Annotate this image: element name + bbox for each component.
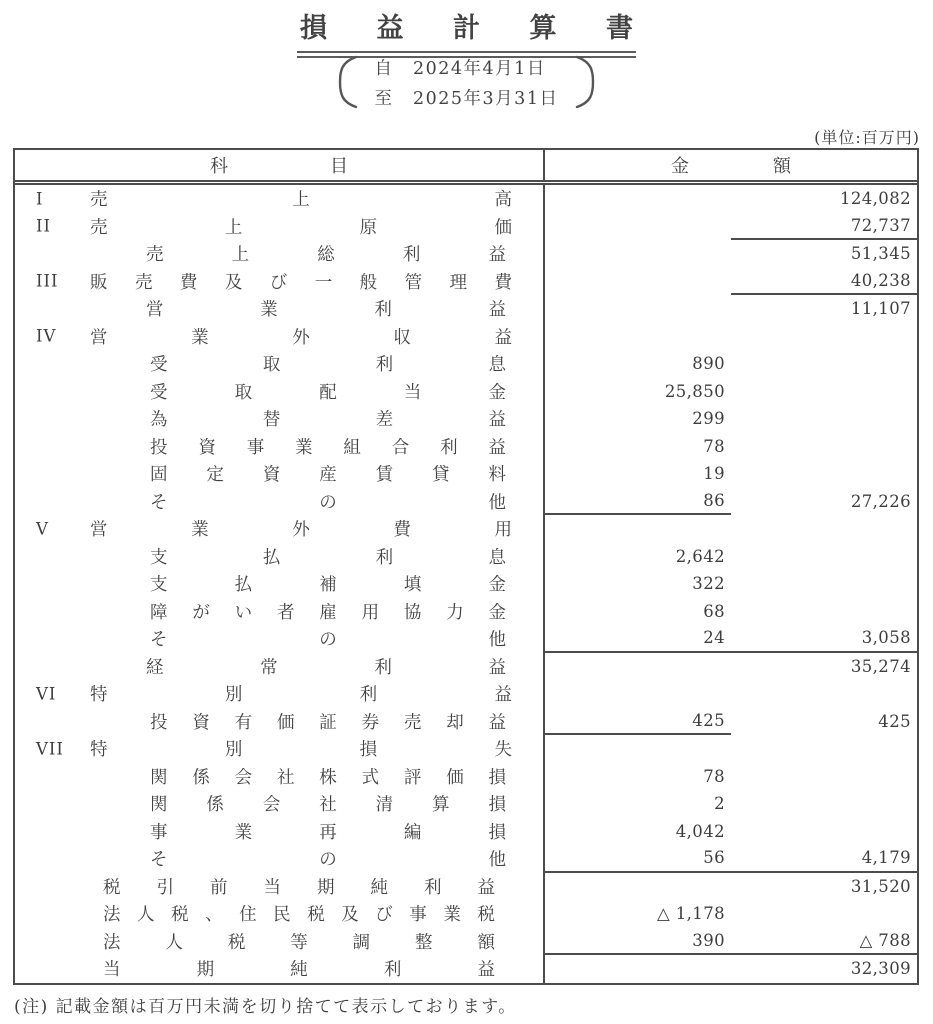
row-detail-amount — [545, 515, 731, 543]
row-detail-amount — [545, 240, 731, 268]
row-amount-cell — [543, 598, 917, 626]
row-label: 売 上 総 利 益 — [146, 245, 506, 266]
row-amount-cell — [543, 790, 917, 818]
row-detail-amount — [545, 268, 731, 296]
row-label: 支 払 補 填 金 — [150, 575, 506, 596]
row-subject-cell — [15, 653, 543, 681]
row-detail-amount: 425 — [545, 708, 731, 736]
table-row — [15, 213, 917, 241]
row-label: 営 業 外 収 益 — [90, 327, 512, 348]
row-label: 売 上 原 価 — [90, 217, 512, 238]
table-row — [15, 708, 917, 736]
row-total-amount — [731, 900, 917, 928]
row-subject-cell — [15, 598, 543, 626]
row-total-amount: 425 — [878, 711, 911, 731]
period-from-label: 自 — [374, 58, 394, 79]
table-header-row — [15, 150, 917, 185]
title-wrap — [0, 6, 933, 58]
row-detail-amount: 78 — [703, 766, 725, 786]
row-total-amount — [731, 543, 917, 571]
row-detail-amount: 56 — [545, 845, 731, 873]
row-total-amount — [731, 433, 917, 461]
row-label: 固 定 資 産 賃 貸 料 — [150, 465, 506, 486]
row-total-amount — [731, 378, 917, 406]
row-subject-cell — [15, 405, 543, 433]
row-total-amount — [731, 598, 917, 626]
table-row — [15, 928, 917, 956]
row-total-amount — [731, 460, 917, 488]
table-row — [15, 185, 917, 213]
row-subject-cell — [15, 708, 543, 736]
row-amount-cell — [543, 378, 917, 406]
page-title: 損 益 計 算 書 — [297, 6, 636, 58]
table-row — [15, 433, 917, 461]
row-total-amount: 51,345 — [850, 244, 911, 264]
row-numeral: III — [36, 271, 59, 291]
row-amount-cell — [543, 295, 917, 323]
table-row — [15, 488, 917, 516]
row-subject-cell — [15, 928, 543, 956]
row-amount-cell — [543, 268, 917, 296]
period-from-date: 2024年4月1日 — [413, 58, 546, 79]
row-subject-cell — [15, 625, 543, 653]
row-detail-amount — [545, 735, 731, 763]
row-amount-cell — [543, 680, 917, 708]
row-label: 特 別 損 失 — [90, 740, 512, 761]
row-numeral: VII — [36, 739, 64, 759]
table-row — [15, 598, 917, 626]
row-amount-cell — [543, 488, 917, 516]
row-amount-cell — [543, 763, 917, 791]
row-total-amount: 124,082 — [839, 189, 911, 209]
table-row — [15, 625, 917, 653]
row-amount-cell — [543, 433, 917, 461]
row-amount-cell — [543, 543, 917, 571]
row-total-amount — [731, 405, 917, 433]
row-subject-cell — [15, 268, 543, 296]
table-row — [15, 378, 917, 406]
row-total-amount: 35,274 — [850, 656, 911, 676]
row-label: 営 業 外 費 用 — [90, 520, 512, 541]
row-label: 関 係 会 社 清 算 損 — [150, 795, 506, 816]
row-subject-cell — [15, 488, 543, 516]
row-subject-cell — [15, 213, 543, 241]
row-subject-cell — [15, 185, 543, 213]
row-total-amount: 11,107 — [850, 299, 911, 319]
row-total-amount — [731, 790, 917, 818]
row-amount-cell — [543, 845, 917, 873]
table-row — [15, 873, 917, 901]
amount-column-header: 金 額 — [543, 150, 917, 180]
row-subject-cell — [15, 350, 543, 378]
row-label: 事 業 再 編 損 — [150, 822, 506, 843]
row-label: そ の 他 — [150, 850, 506, 871]
subject-column-header: 科 目 — [210, 156, 348, 177]
row-detail-amount: 322 — [692, 574, 725, 594]
row-subject-cell — [15, 790, 543, 818]
row-detail-amount — [545, 295, 731, 323]
row-detail-amount: 2 — [714, 794, 725, 814]
row-detail-amount — [545, 955, 731, 983]
row-label: 投 資 事 業 組 合 利 益 — [150, 437, 506, 458]
row-detail-amount — [545, 213, 731, 241]
row-subject-cell — [15, 460, 543, 488]
row-total-amount: 31,520 — [850, 876, 911, 896]
row-subject-cell — [15, 873, 543, 901]
row-detail-amount: 390 — [545, 928, 731, 956]
row-detail-amount: 2,642 — [675, 546, 725, 566]
row-subject-cell — [15, 763, 543, 791]
row-label: そ の 他 — [150, 492, 506, 513]
row-detail-amount: 890 — [692, 354, 725, 374]
row-numeral: V — [36, 519, 49, 539]
row-amount-cell — [543, 240, 917, 268]
row-label: 投 資 有 価 証 券 売 却 益 — [150, 712, 506, 733]
row-total-amount: 27,226 — [850, 491, 911, 511]
row-detail-amount — [545, 680, 731, 708]
row-detail-amount: 4,042 — [675, 821, 725, 841]
row-detail-amount: △ 1,178 — [657, 904, 725, 924]
row-total-amount — [731, 515, 917, 543]
row-detail-amount: 24 — [545, 625, 731, 653]
row-amount-cell — [543, 928, 917, 956]
statement-table — [13, 148, 919, 985]
row-amount-cell — [543, 460, 917, 488]
row-detail-amount — [545, 323, 731, 351]
row-amount-cell — [543, 350, 917, 378]
row-amount-cell — [543, 185, 917, 213]
row-label: 経 常 利 益 — [146, 657, 506, 678]
row-subject-cell — [15, 955, 543, 983]
row-label: 関 係 会 社 株 式 評 価 損 — [150, 767, 506, 788]
row-label: 税 引 前 当 期 純 利 益 — [103, 877, 495, 898]
table-row — [15, 323, 917, 351]
row-label: 為 替 差 益 — [150, 410, 506, 431]
row-subject-cell — [15, 818, 543, 846]
row-detail-amount: 78 — [703, 436, 725, 456]
table-row — [15, 735, 917, 763]
row-amount-cell — [543, 955, 917, 983]
table-body — [15, 185, 917, 983]
row-subject-cell — [15, 543, 543, 571]
table-row — [15, 818, 917, 846]
period-to — [375, 85, 559, 110]
row-subject-cell — [15, 295, 543, 323]
table-row — [15, 763, 917, 791]
row-subject-cell — [15, 735, 543, 763]
row-amount-cell — [543, 213, 917, 241]
right-bracket-decoration — [574, 54, 600, 110]
row-subject-cell — [15, 323, 543, 351]
row-total-amount: △ 788 — [731, 928, 917, 956]
table-row — [15, 350, 917, 378]
table-row — [15, 955, 917, 983]
row-amount-cell — [543, 625, 917, 653]
row-detail-amount — [545, 185, 731, 213]
period-to-date: 2025年3月31日 — [413, 88, 559, 109]
row-detail-amount — [545, 873, 731, 901]
row-total-amount: 40,238 — [731, 268, 917, 296]
row-total-amount: 3,058 — [731, 625, 917, 653]
row-detail-amount: 68 — [703, 601, 725, 621]
table-row — [15, 570, 917, 598]
row-subject-cell — [15, 900, 543, 928]
row-total-amount: 32,309 — [850, 959, 911, 979]
row-amount-cell — [543, 653, 917, 681]
row-subject-cell — [15, 378, 543, 406]
period-to-label: 至 — [374, 88, 394, 109]
table-row — [15, 295, 917, 323]
table-row — [15, 240, 917, 268]
row-label: 特 別 利 益 — [90, 685, 512, 706]
row-detail-amount: 19 — [703, 464, 725, 484]
table-row — [15, 653, 917, 681]
row-total-amount — [731, 323, 917, 351]
row-total-amount — [731, 735, 917, 763]
row-total-amount — [731, 818, 917, 846]
row-subject-cell — [15, 845, 543, 873]
row-total-amount: 4,179 — [731, 845, 917, 873]
row-amount-cell — [543, 570, 917, 598]
row-label: そ の 他 — [150, 630, 506, 651]
table-row — [15, 680, 917, 708]
row-subject-cell — [15, 240, 543, 268]
table-row — [15, 845, 917, 873]
row-subject-cell — [15, 680, 543, 708]
row-amount-cell — [543, 708, 917, 736]
row-detail-amount — [545, 653, 731, 681]
row-subject-cell — [15, 570, 543, 598]
footnote: (注) 記載金額は百万円未満を切り捨てて表示しております。 — [14, 997, 517, 1017]
row-total-amount — [731, 570, 917, 598]
row-detail-amount: 25,850 — [664, 381, 725, 401]
row-amount-cell — [543, 873, 917, 901]
table-row — [15, 900, 917, 928]
row-subject-cell — [15, 515, 543, 543]
row-amount-cell — [543, 735, 917, 763]
row-amount-cell — [543, 818, 917, 846]
row-label: 販 売 費 及 び 一 般 管 理 費 — [90, 272, 512, 293]
row-amount-cell — [543, 323, 917, 351]
row-label: 法 人 税 等 調 整 額 — [103, 932, 495, 953]
row-numeral: I — [36, 189, 44, 209]
table-row — [15, 790, 917, 818]
row-total-amount — [731, 763, 917, 791]
row-numeral: VI — [36, 684, 57, 704]
row-label: 営 業 利 益 — [146, 300, 506, 321]
row-label: 受 取 利 息 — [150, 355, 506, 376]
period-lines — [375, 55, 559, 110]
unit-note: (単位:百万円) — [814, 128, 920, 147]
row-amount-cell — [543, 405, 917, 433]
row-label: 受 取 配 当 金 — [150, 382, 506, 403]
row-total-amount: 72,737 — [731, 213, 917, 241]
row-label: 法 人 税 、 住 民 税 及 び 事 業 税 — [103, 905, 495, 926]
row-label: 当 期 純 利 益 — [103, 960, 495, 981]
row-label: 障 が い 者 雇 用 協 力 金 — [150, 602, 506, 623]
row-numeral: IV — [36, 326, 57, 346]
table-row — [15, 515, 917, 543]
table-row — [15, 543, 917, 571]
fiscal-period — [0, 54, 933, 110]
table-row — [15, 268, 917, 296]
row-amount-cell — [543, 515, 917, 543]
row-numeral: II — [36, 216, 52, 236]
period-from — [375, 55, 559, 80]
row-label: 売 上 高 — [90, 190, 512, 211]
table-row — [15, 460, 917, 488]
row-detail-amount: 86 — [545, 488, 731, 516]
row-subject-cell — [15, 433, 543, 461]
row-amount-cell — [543, 900, 917, 928]
table-row — [15, 405, 917, 433]
row-total-amount — [731, 350, 917, 378]
row-total-amount — [731, 680, 917, 708]
left-bracket-decoration — [333, 54, 359, 110]
row-label: 支 払 利 息 — [150, 547, 506, 568]
row-detail-amount: 299 — [692, 409, 725, 429]
